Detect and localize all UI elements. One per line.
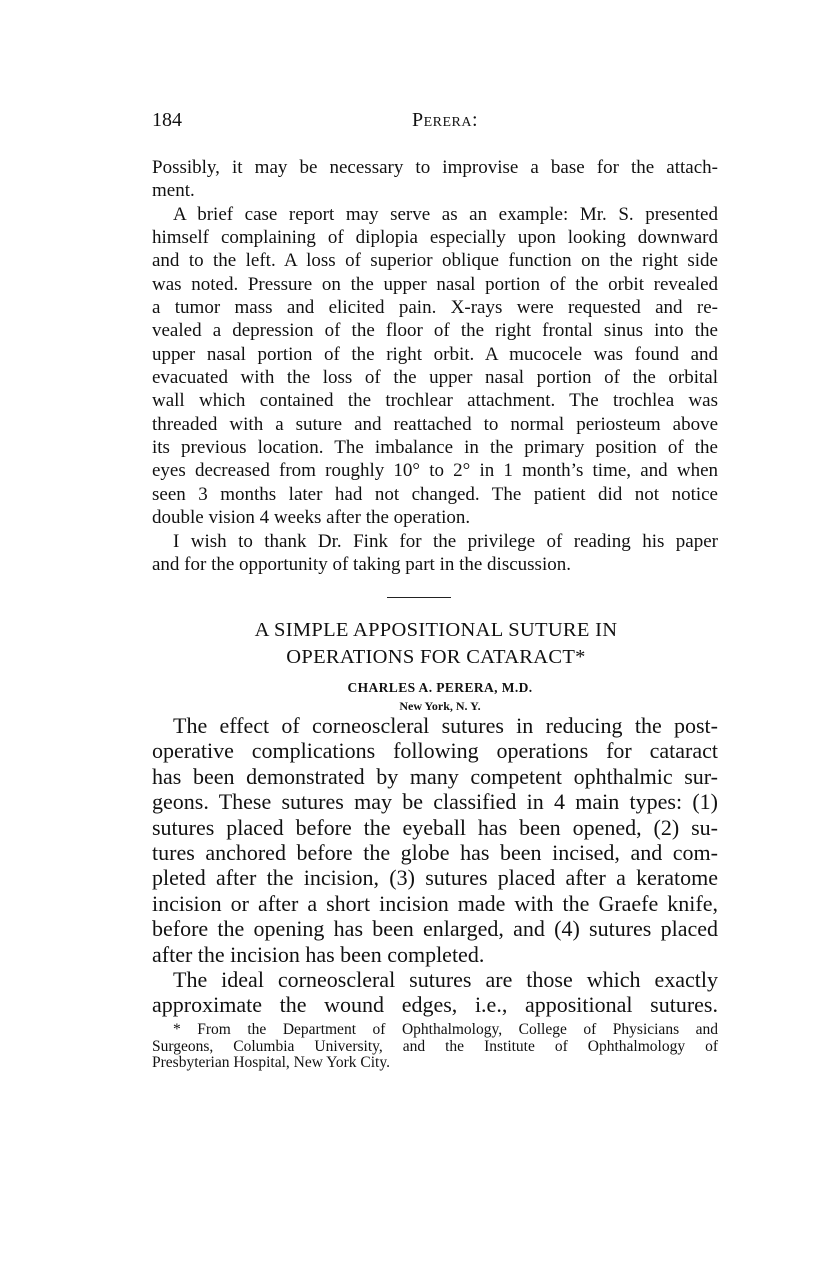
text-line: Possibly, it may be necessary to improvise a base for the attach-	[152, 157, 718, 178]
text-line: The ideal corneoscleral sutures are those which exactly	[173, 967, 718, 993]
running-head: Perera:	[411, 109, 479, 131]
article-title	[0, 617, 816, 671]
page-number: 184	[152, 109, 182, 131]
article-body	[152, 713, 718, 1018]
text-line: its previous location. The imbalance in the primary position of the	[152, 437, 718, 459]
footnote-line: Presbyterian Hospital, New York City.	[152, 1054, 390, 1071]
section-divider	[387, 597, 451, 598]
text-line: I wish to thank Dr. Fink for the privilege of reading his paper	[173, 530, 718, 552]
footnote-line: * From the Department of Ophthalmology, College of Physicians and	[173, 1021, 718, 1038]
text-line: A brief case report may serve as an example: Mr. S. presented	[173, 203, 718, 225]
footnote-line: Surgeons, Columbia University, and the Institute of Ophthalmology of	[152, 1037, 718, 1055]
text-line: tures anchored before the globe has been incised, and com-	[152, 840, 718, 866]
text-line: vealed a depression of the floor of the right frontal sinus into the	[152, 320, 718, 342]
text-line: before the opening has been enlarged, and (4) sutures placed	[152, 916, 718, 942]
text-line: evacuated with the loss of the upper nasal portion of the orbital	[152, 367, 718, 389]
text-line: a tumor mass and elicited pain. X-rays were requested and re-	[152, 297, 718, 319]
discussion-text	[152, 156, 718, 576]
text-line: The effect of corneoscleral sutures in reducing the post-	[173, 713, 718, 738]
text-line: operative complications following operations for cataract	[152, 738, 718, 764]
text-line: wall which contained the trochlear attachment. The trochlea was	[152, 390, 718, 412]
article-author: CHARLES A. PERERA, M.D.	[347, 680, 533, 695]
text-line: upper nasal portion of the right orbit. A mucocele was found and	[152, 343, 718, 365]
text-line: geons. These sutures may be classified in 4 main types: (1)	[152, 789, 718, 815]
text-line: pleted after the incision, (3) sutures placed after a keratome	[152, 865, 718, 891]
text-line: seen 3 months later had not changed. The patient did not notice	[152, 483, 718, 505]
title-line: A SIMPLE APPOSITIONAL SUTURE IN	[254, 619, 618, 641]
text-line: has been demonstrated by many competent ophthalmic sur-	[152, 763, 718, 789]
text-line: threaded with a suture and reattached to normal periosteum above	[152, 413, 718, 435]
text-line: sutures placed before the eyeball has been opened, (2) su-	[152, 814, 718, 840]
text-line: double vision 4 weeks after the operation.	[152, 507, 471, 529]
text-line: and for the opportunity of taking part in the discussion.	[152, 553, 571, 575]
title-line: OPERATIONS FOR CATARACT*	[286, 646, 586, 668]
text-line: was noted. Pressure on the upper nasal portion of the orbit revealed	[152, 273, 718, 295]
footnote	[152, 1022, 718, 1072]
text-line: incision or after a short incision made with the Graefe knife,	[152, 890, 718, 916]
author-location: New York, N. Y.	[399, 699, 481, 713]
text-line: eyes decreased from roughly 10° to 2° in 1 month’s time, and when	[152, 460, 718, 482]
text-line: and to the left. A loss of superior oblique function on the right side	[152, 250, 718, 272]
text-line: after the incision has been completed.	[152, 941, 485, 967]
text-line: approximate the wound edges, i.e., appositional sutures.	[152, 992, 718, 1018]
text-line: ment.	[152, 180, 195, 202]
text-line: himself complaining of diplopia especially upon looking downward	[152, 227, 718, 249]
